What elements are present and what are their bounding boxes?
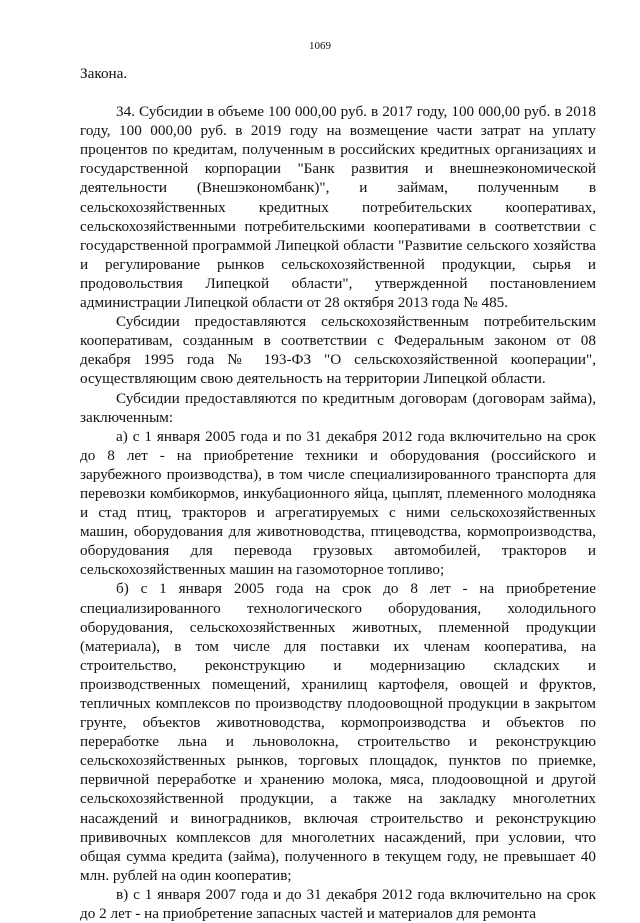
paragraph-subitem-a: а) с 1 января 2005 года и по 31 декабря 2012 года включительно на срок до 8 лет - на приобретение техники и оборудования (российского и зарубежного производства), в том числе специализированного транспорта для перевозки комбикормов, инкубационного яйца, цыплят, племенного молодняка и стад птиц, тракторов и агрегатируемых с ними сельскохозяйственных машин, оборудования для животноводства, птицеводства, кормопроизводства, оборудования для перевода грузовых автомобилей, тракторов и сельскохозяйственных машин на газомоторное топливо; (80, 427, 596, 579)
paragraph-recipients: Субсидии предоставляются сельскохозяйственным потребительским кооперативам, созданным в соответствии с Федеральным законом от 08 декабря 1995 года № 193-ФЗ "О сельскохозяйственной кооперации", осуществляющим свою деятельность на территории Липецкой области. (80, 313, 596, 388)
paragraph-item-34: 34. Субсидии в объеме 100 000,00 руб. в 2017 году, 100 000,00 руб. в 2018 году, 100 000,00 руб. в 2019 году на возмещение части затрат на уплату процентов по кредитам, полученным в российских кредитных организациях и государственной корпорации "Банк развития и внешнеэкономической деятельности (Внешэкономбанк)", и займам, полученным в сельскохозяйственных кредитных потребительских кооперативах, сельскохозяйственными потребительскими кооперативами в соответствии с государственной программой Липецкой области "Развитие сельского хозяйства и регулирование рынков сельскохозяйственной продукции, сырья и продовольствия Липецкой области", утвержденной постановлением администрации Липецкой области от 28 октября 2013 года № 485. (80, 103, 596, 312)
paragraph-contracts: Субсидии предоставляются по кредитным договорам (договорам займа), заключенным: (80, 389, 596, 426)
page-number: 1069 (309, 40, 331, 52)
document-body (80, 64, 596, 923)
paragraph-subitem-b: б) с 1 января 2005 года на срок до 8 лет - на приобретение специализированного технологического оборудования, холодильного оборудования, сельскохозяйственных животных, племенной продукции (материала), в том числе для поставки их членам кооператива, на строительство, реконструкцию и модернизацию складских и производственных помещений, хранилищ картофеля, овощей и фруктов, тепличных комплексов по производству плодоовощной продукции в закрытом грунте, объектов животноводства, кормопроизводства и объектов по переработке льна и льноволокна, строительство и реконструкцию сельскохозяйственных рынков, торговых площадок, пунктов по приемке, первичной переработке и хранению молока, мяса, плодоовощной и другой сельскохозяйственной продукции, а также на закладку многолетних насаждений и виноградников, включая строительство и реконструкцию прививочных комплексов для многолетних насаждений, при условии, что общая сумма кредита (займа), полученного в текущем году, не превышает 40 млн. рублей на один кооператив; (80, 580, 596, 884)
paragraph-continuation: Закона. (80, 65, 128, 82)
paragraph-subitem-v: в) с 1 января 2007 года и до 31 декабря 2012 года включительно на срок до 2 лет - на приобретение запасных частей и материалов для ремонта (80, 885, 596, 923)
